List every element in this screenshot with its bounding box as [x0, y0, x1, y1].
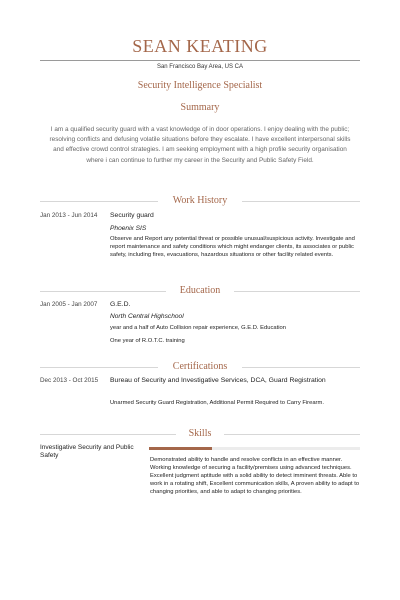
certifications-heading [0, 361, 400, 372]
education-heading [0, 285, 400, 296]
certification-title: Bureau of Security and Investigative Services, DCA, Guard Registration [110, 377, 326, 384]
education-heading-text: Education [179, 285, 221, 296]
work-title: Security guard [110, 212, 154, 219]
education-detail-2: One year of R.O.T.C. training [110, 338, 185, 344]
candidate-location: San Francisco Bay Area, US CA [156, 64, 244, 70]
work-date: Jan 2013 - Jun 2014 [40, 212, 98, 219]
section-rule-right [234, 291, 360, 292]
work-company: Phoenix SIS [110, 225, 147, 232]
education-detail-1: year and a half of Auto Collision repair experience, G.E.D. Education [110, 325, 286, 331]
certification-description: Unarmed Security Guard Registration, Additional Permit Required to Carry Firearm. [110, 400, 324, 406]
skills-heading [0, 428, 400, 439]
name-divider [40, 60, 360, 61]
section-rule-left [40, 201, 158, 202]
education-school: North Central Highschool [110, 313, 184, 320]
work-description: Observe and Report any potential threat or possible unusual/suspicious activity. Investigate and report maintenance and safety conditions which might endanger clients, its associates or public safety, including fires, evacuations, hazardous situations or other facility related events. [110, 236, 355, 258]
education-date: Jan 2005 - Jan 2007 [40, 301, 98, 308]
section-rule-right [242, 367, 360, 368]
summary-heading [0, 102, 400, 113]
summary-text: I am a qualified security guard with a vast knowledge of in door operations. I enjoy dealing with the public; resolving conflicts and defusing volatile situations before they escalate. I have excellent interpersonal skills and effective crowd control strategies. I am seeking employment with a high profile security organisation where i can continue to further my career in the Security and Public Safety Field. [49, 126, 351, 164]
section-rule-left [40, 291, 166, 292]
section-rule-right [224, 434, 360, 435]
section-rule-left [40, 434, 176, 435]
summary-heading-text: Summary [180, 102, 220, 113]
work-history-heading-text: Work History [172, 195, 228, 206]
certifications-heading-text: Certifications [172, 361, 228, 372]
skill-level-bar [149, 447, 360, 450]
section-rule-right [242, 201, 360, 202]
section-rule-left [40, 367, 158, 368]
candidate-job-title: Security Intelligence Specialist [137, 80, 263, 91]
certification-date: Dec 2013 - Oct 2015 [40, 377, 99, 384]
skill-level-fill [149, 447, 212, 450]
skill-name: Investigative Security and Public Safety [40, 444, 134, 459]
work-history-heading [0, 195, 400, 206]
candidate-name: SEAN KEATING [132, 36, 268, 56]
skill-description: Demonstrated ability to handle and resolve conflicts in an effective manner. Working knowledge of securing a facility/premises using advanced techniques. Excellent judgment aptitude with a solid ability to detect imminent threats. Able to work in a rotating shift, Excellent communication skills, A proven ability to adapt to changing priorities, and able to adapt to changing priorities. [150, 457, 360, 496]
skills-heading-text: Skills [188, 428, 212, 439]
education-title: G.E.D. [110, 301, 131, 308]
